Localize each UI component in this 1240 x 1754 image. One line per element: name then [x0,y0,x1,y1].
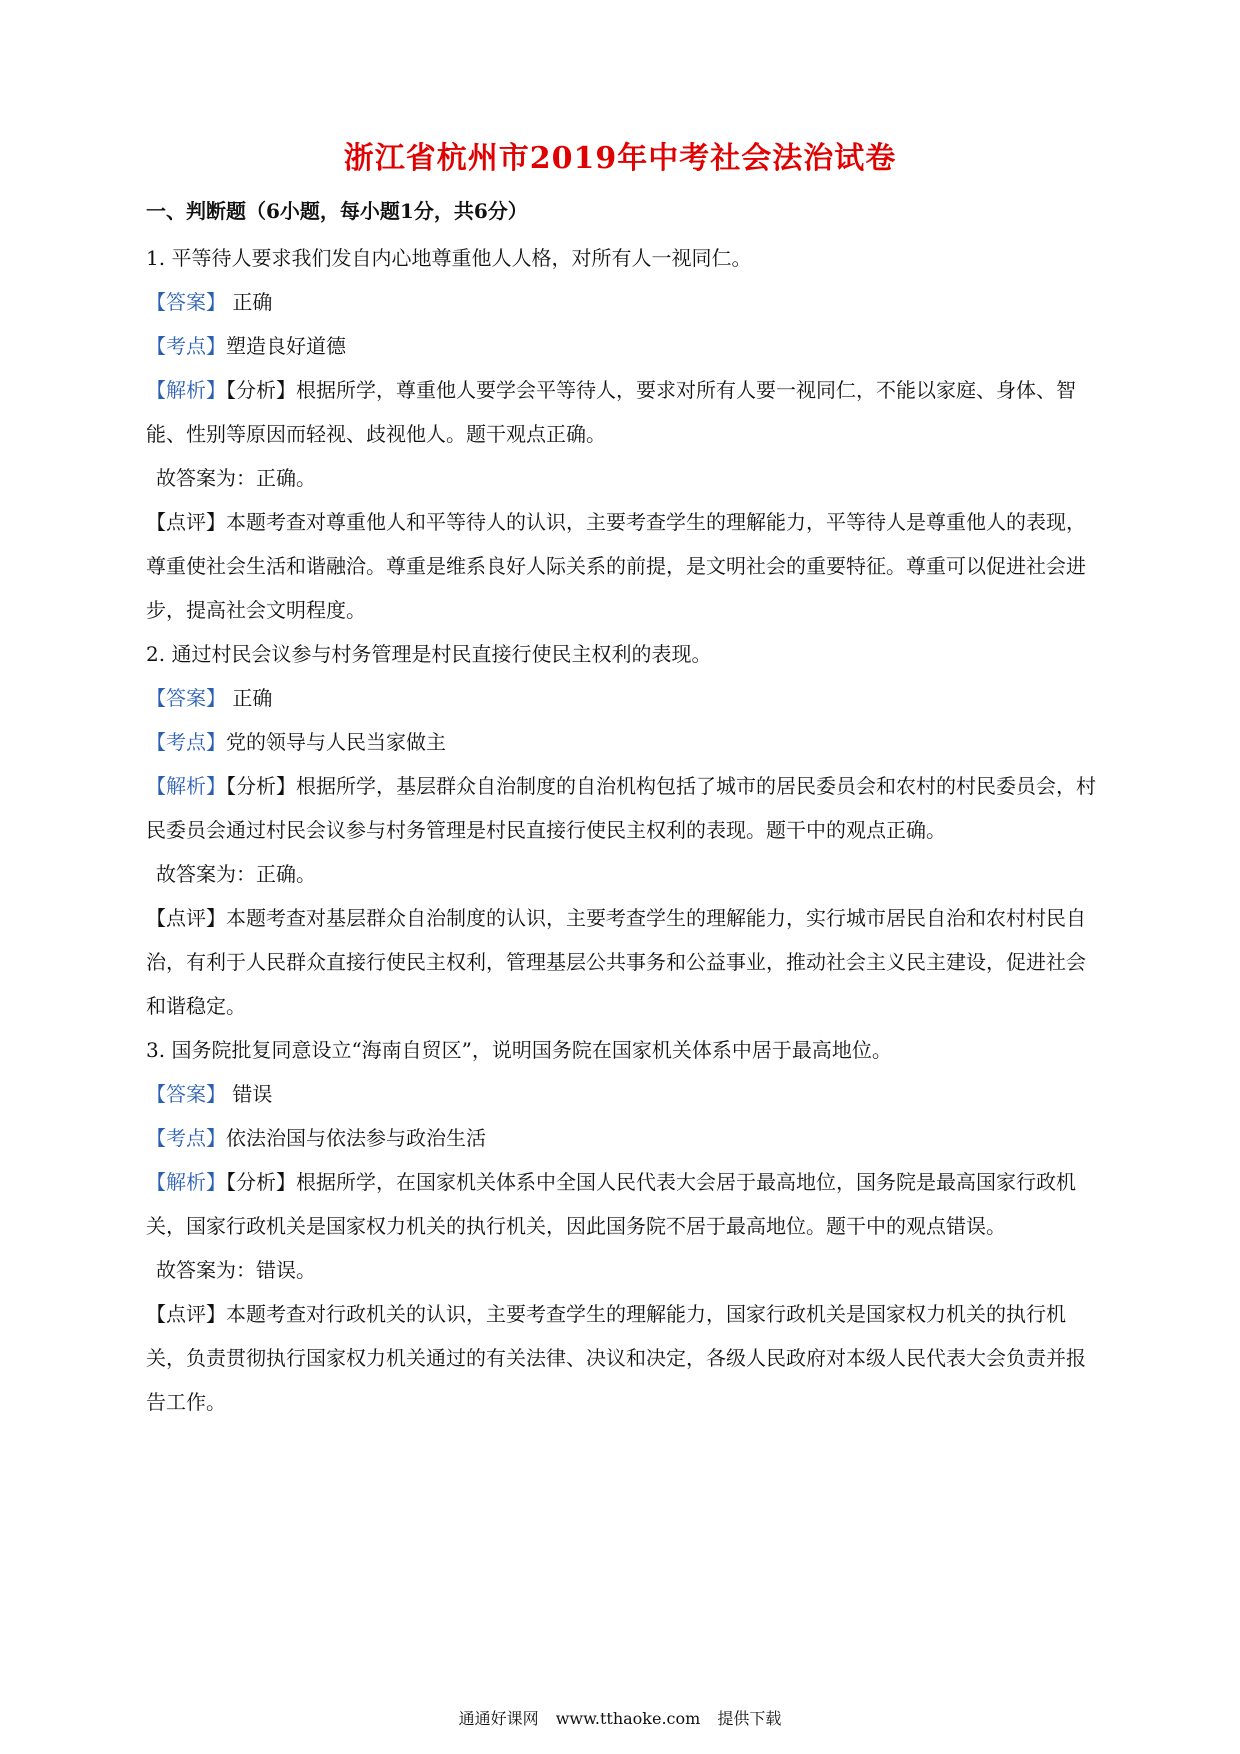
analysis-text: 【分析】根据所学，尊重他人要学会平等待人，要求对所有人要一视同仁，不能以家庭、身体、智能、性别等原因而轻视、歧视他人。题干观点正确。 [146,378,1076,446]
answer-line [146,280,1102,324]
answer-tag: 【答案】 [146,1082,226,1106]
comment-tag: 【点评】 [146,1302,226,1326]
point-tag: 【考点】 [146,334,226,358]
point-value: 塑造良好道德 [226,334,346,358]
footer-url[interactable]: www.tthaoke.com [555,1709,701,1728]
questions-list [146,236,1102,1424]
comment-text: 本题考查对行政机关的认识，主要考查学生的理解能力，国家行政机关是国家权力机关的执行机关，负责贯彻执行国家权力机关通过的有关法律、决议和决定，各级人民政府对本级人民代表大会负责并报告工作。 [146,1302,1086,1414]
answer-tag: 【答案】 [146,686,226,710]
point-value: 依法治国与依法参与政治生活 [226,1126,486,1150]
answer-value: 错误 [226,1082,273,1106]
comment-text: 本题考查对尊重他人和平等待人的认识，主要考查学生的理解能力，平等待人是尊重他人的表现，尊重使社会生活和谐融洽。尊重是维系良好人际关系的前提，是文明社会的重要特征。尊重可以促进社会进步，提高社会文明程度。 [146,510,1086,622]
analysis-line [146,1160,1102,1248]
question-2 [146,632,1102,1028]
question-stem: 1. 平等待人要求我们发自内心地尊重他人人格，对所有人一视同仁。 [146,246,752,270]
comment-line [146,1292,1102,1424]
point-tag: 【考点】 [146,730,226,754]
analysis-tag: 【解析】 [146,774,226,798]
conclusion-line: 故答案为：错误。 [156,1258,316,1282]
answer-line [146,676,1102,720]
answer-value: 正确 [226,290,273,314]
point-line [146,720,1102,764]
page-footer [0,1706,1240,1729]
point-line [146,1116,1102,1160]
analysis-tag: 【解析】 [146,378,226,402]
comment-line [146,896,1102,1028]
question-3 [146,1028,1102,1424]
analysis-text: 【分析】根据所学，基层群众自治制度的自治机构包括了城市的居民委员会和农村的村民委员会，村民委员会通过村民会议参与村务管理是村民直接行使民主权利的表现。题干中的观点正确。 [146,774,1096,842]
footer-download-note: 提供下载 [717,1709,782,1728]
point-value: 党的领导与人民当家做主 [226,730,446,754]
page-title: 浙江省杭州市2019年中考社会法治试卷 [343,141,897,176]
comment-tag: 【点评】 [146,510,226,534]
conclusion-line: 故答案为：正确。 [156,862,316,886]
answer-tag: 【答案】 [146,290,226,314]
comment-line [146,500,1102,632]
analysis-tag: 【解析】 [146,1170,226,1194]
conclusion-line: 故答案为：正确。 [156,466,316,490]
comment-text: 本题考查对基层群众自治制度的认识，主要考查学生的理解能力，实行城市居民自治和农村村民自治，有利于人民群众直接行使民主权利，管理基层公共事务和公益事业，推动社会主义民主建设，促进社会和谐稳定。 [146,906,1086,1018]
analysis-line [146,764,1102,852]
question-1 [146,236,1102,632]
analysis-text: 【分析】根据所学，在国家机关体系中全国人民代表大会居于最高地位，国务院是最高国家行政机关，国家行政机关是国家权力机关的执行机关，因此国务院不居于最高地位。题干中的观点错误。 [146,1170,1076,1238]
point-tag: 【考点】 [146,1126,226,1150]
point-line [146,324,1102,368]
analysis-line [146,368,1102,456]
comment-tag: 【点评】 [146,906,226,930]
section-heading: 一、判断题（6小题，每小题1分，共6分） [146,199,528,223]
question-stem: 2. 通过村民会议参与村务管理是村民直接行使民主权利的表现。 [146,642,712,666]
question-stem: 3. 国务院批复同意设立“海南自贸区”，说明国务院在国家机关体系中居于最高地位。 [146,1038,892,1062]
answer-line [146,1072,1102,1116]
answer-value: 正确 [226,686,273,710]
footer-site-name: 通通好课网 [458,1709,539,1728]
